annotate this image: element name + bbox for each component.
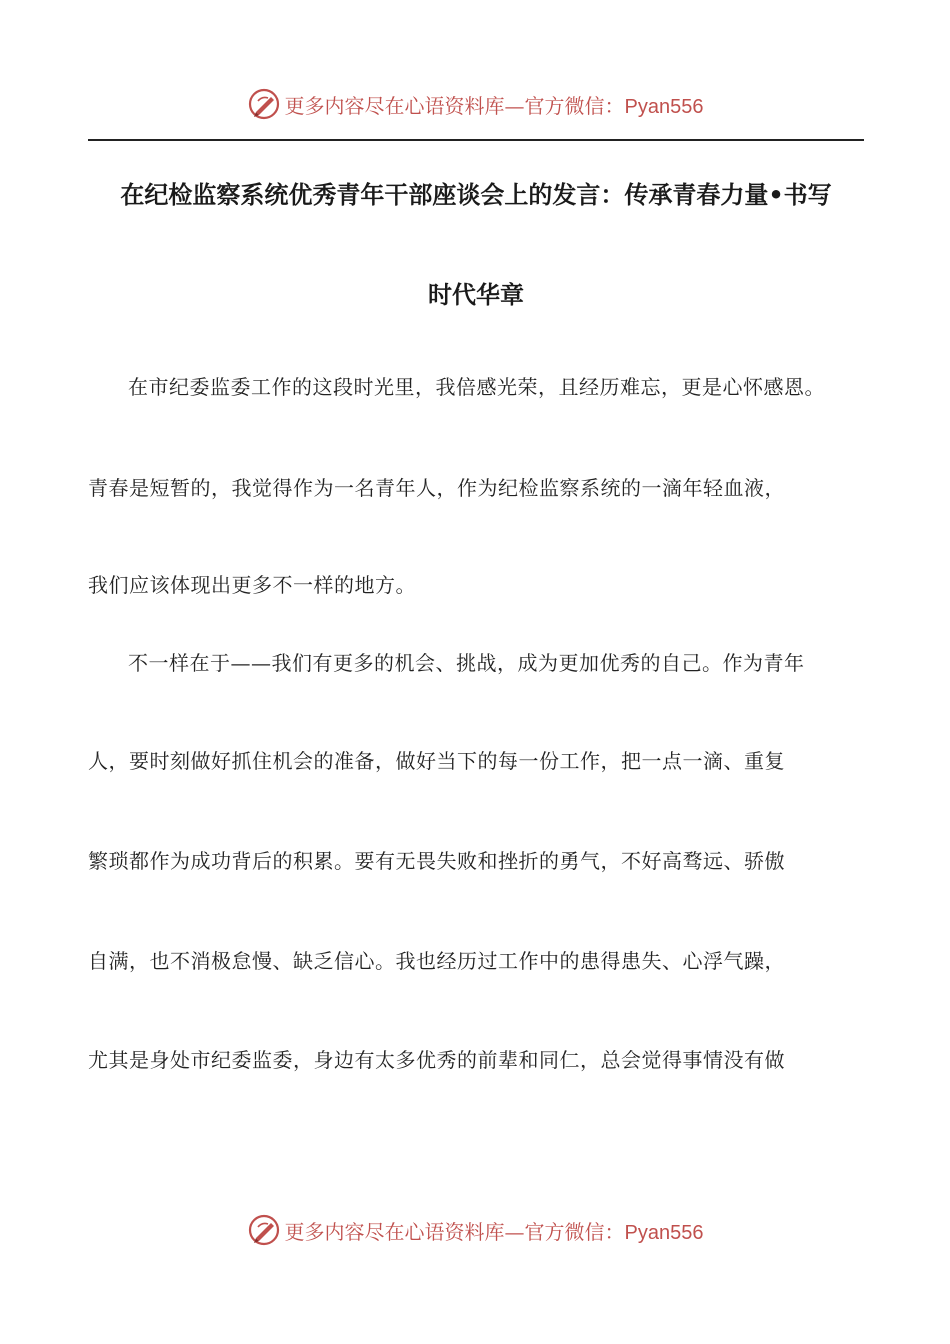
- watermark-label: 更多内容尽在心语资料库—官方微信：: [284, 93, 625, 118]
- header-watermark: [0, 82, 950, 126]
- body-line-5: 人，要时刻做好抓住机会的准备，做好当下的每一份工作，把一点一滴、重复: [88, 749, 785, 773]
- body-line-1: 在市纪委监委工作的这段时光里，我倍感光荣，且经历难忘，更是心怀感恩。: [128, 375, 825, 399]
- watermark-text: [285, 90, 704, 119]
- watermark-wechat-id: Pyan556: [624, 1221, 704, 1244]
- body-line-3: 我们应该体现出更多不一样的地方。: [88, 573, 416, 597]
- body-line-7: 自满，也不消极怠慢、缺乏信心。我也经历过工作中的患得患失、心浮气躁，: [88, 949, 785, 973]
- body-line-8: 尤其是身处市纪委监委，身边有太多优秀的前辈和同仁，总会觉得事情没有做: [88, 1048, 785, 1072]
- body-line-4: 不一样在于——我们有更多的机会、挑战，成为更加优秀的自己。作为青年: [128, 651, 805, 675]
- pen-logo-icon: [247, 87, 281, 121]
- document-title-line-1: 在纪检监察系统优秀青年干部座谈会上的发言：传承青春力量•书写: [120, 181, 832, 209]
- pen-logo-icon: [247, 1213, 281, 1247]
- watermark-wechat-id: Pyan556: [624, 95, 704, 118]
- document-title-line-2: 时代华章: [428, 281, 524, 309]
- body-line-6: 繁琐都作为成功背后的积累。要有无畏失败和挫折的勇气，不好高骛远、骄傲: [88, 849, 785, 873]
- footer-watermark: [0, 1208, 950, 1252]
- watermark-label: 更多内容尽在心语资料库—官方微信：: [284, 1219, 625, 1244]
- header-divider: [88, 139, 864, 141]
- body-line-2: 青春是短暂的，我觉得作为一名青年人，作为纪检监察系统的一滴年轻血液，: [88, 476, 785, 500]
- watermark-text: [285, 1216, 704, 1245]
